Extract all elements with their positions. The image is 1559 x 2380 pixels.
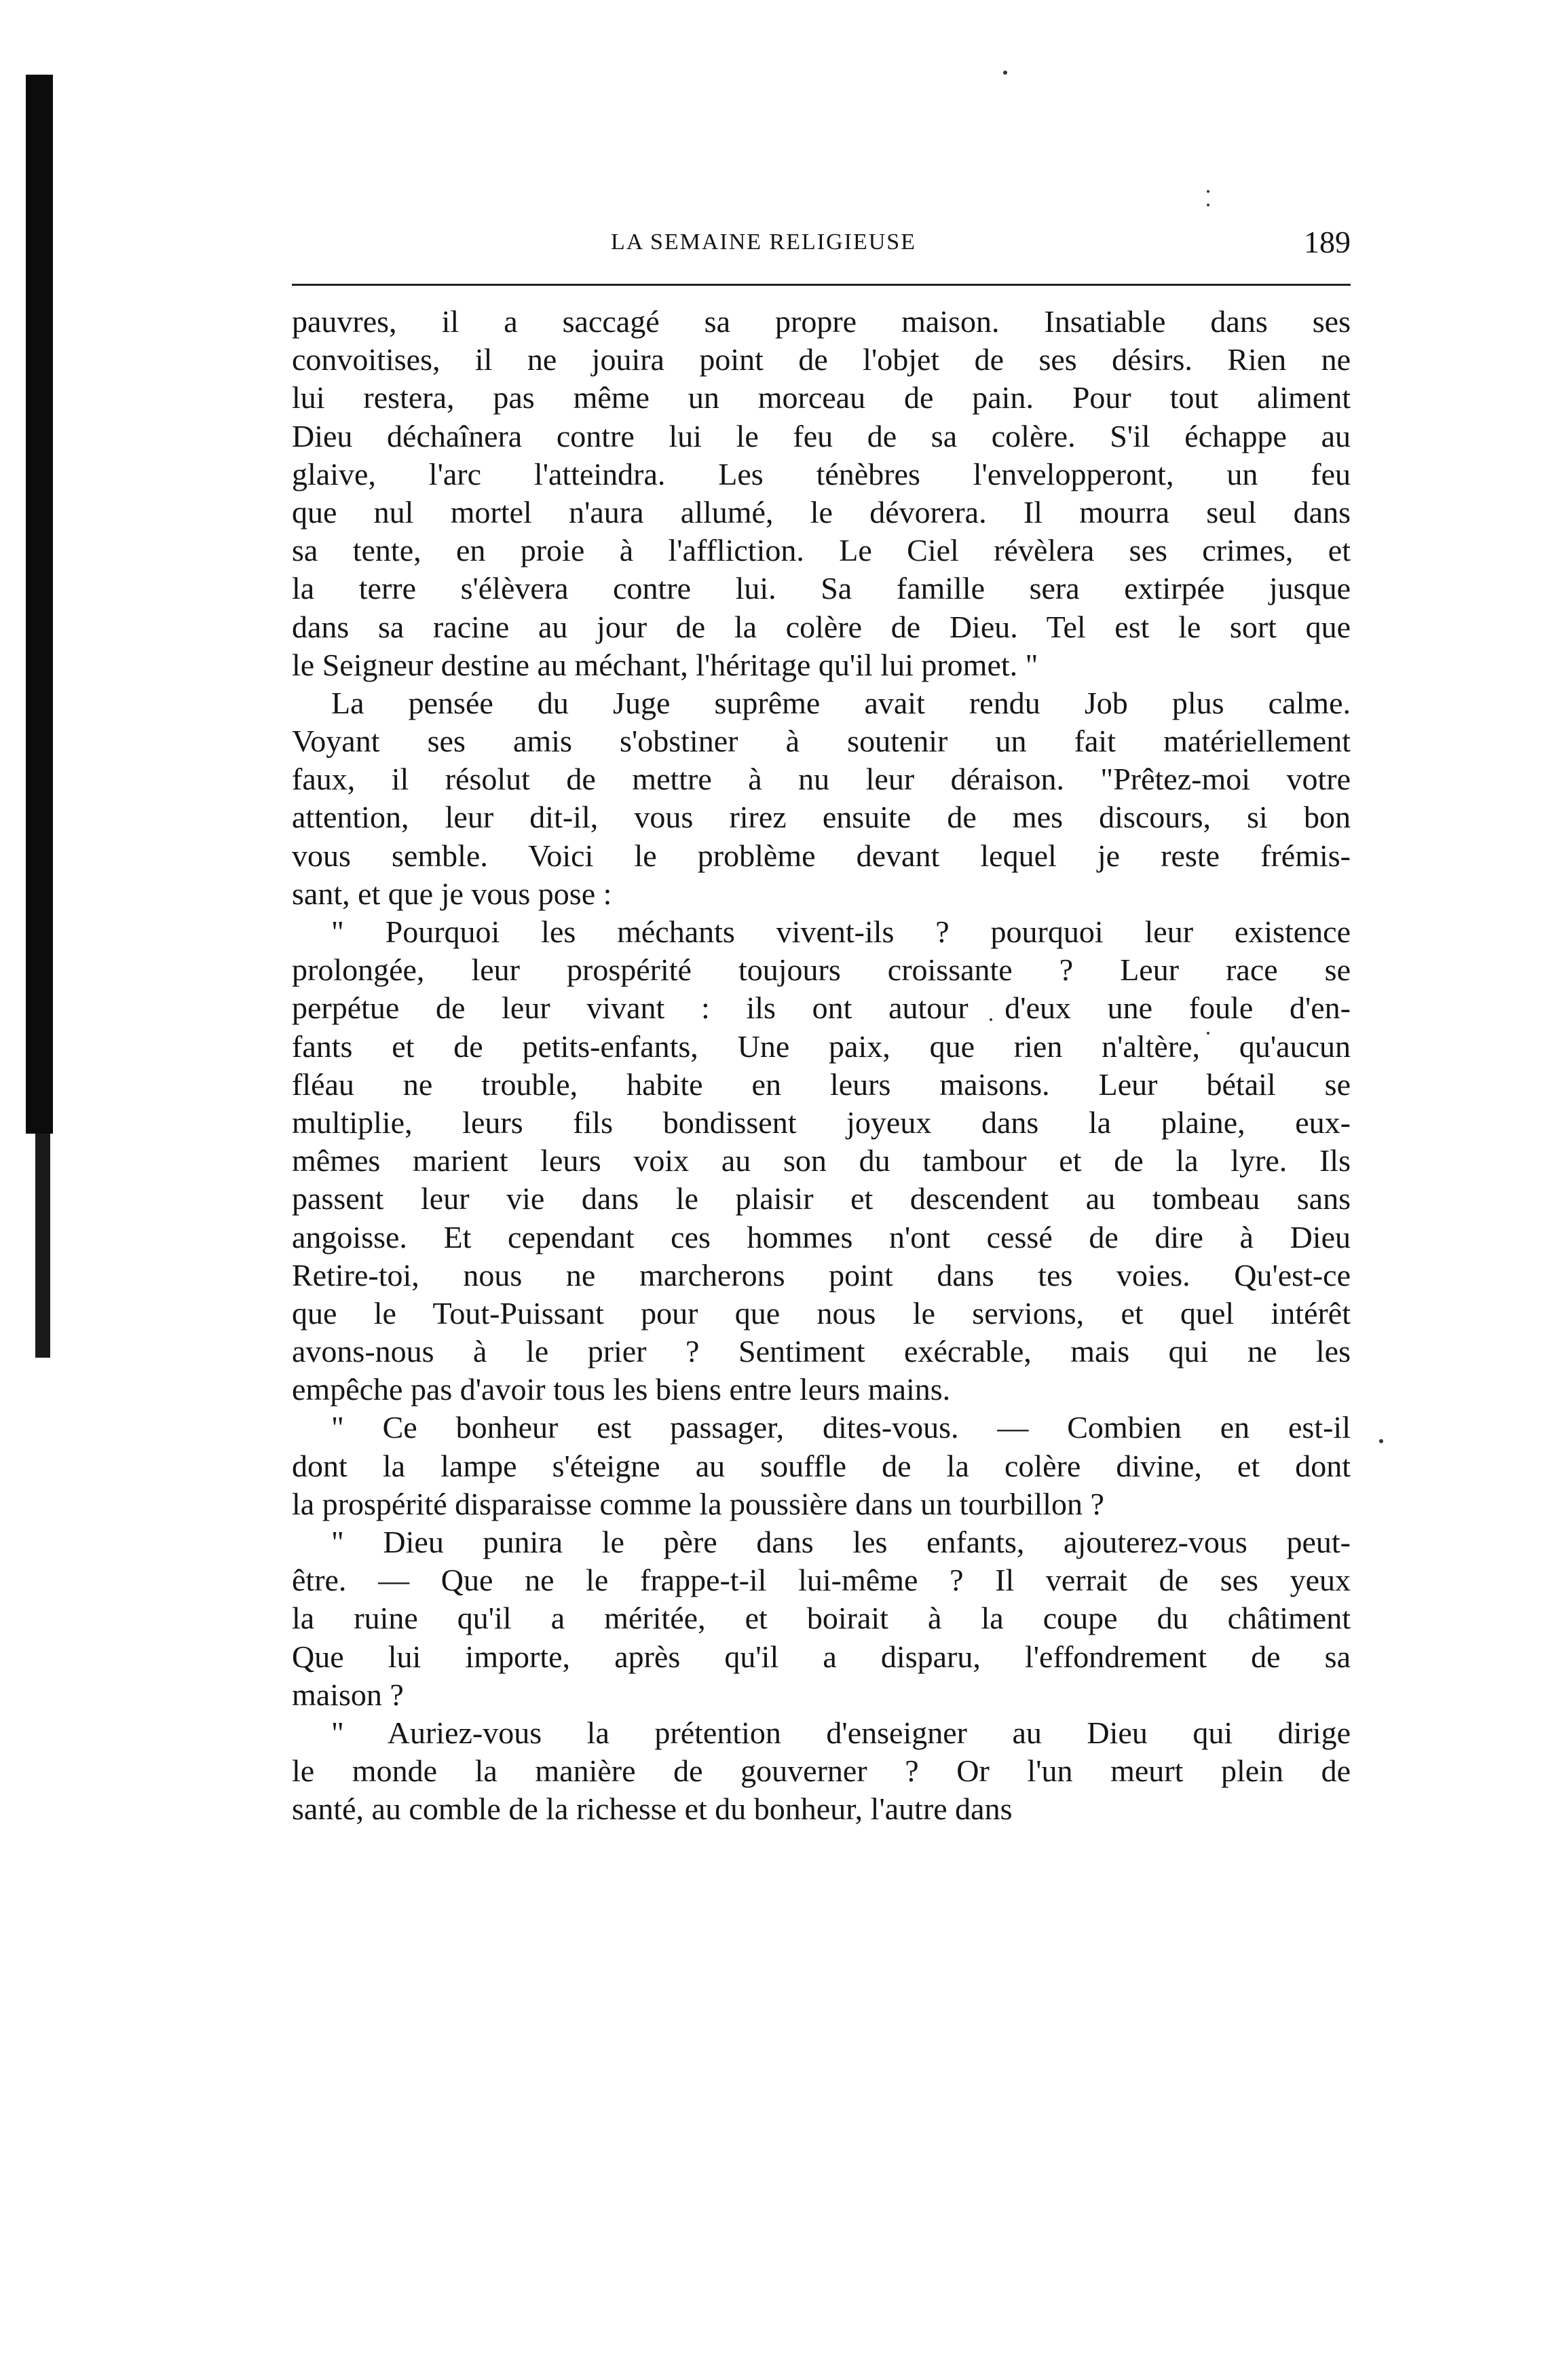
text-line: maison ?	[292, 1677, 404, 1712]
body-text	[292, 303, 1351, 1829]
text-line: la ruine qu'il a méritée, et boirait à la coupe du châtiment	[292, 1601, 1351, 1636]
running-title: LA SEMAINE RELIGIEUSE	[611, 229, 916, 255]
text-line: angoisse. Et cependant ces hommes n'ont cessé de dire à Dieu	[292, 1219, 1351, 1254]
text-line: que nul mortel n'aura allumé, le dévorera. Il mourra seul dans	[292, 494, 1351, 529]
text-line: empêche pas d'avoir tous les biens entre leurs mains.	[292, 1372, 951, 1407]
paragraph	[292, 684, 1351, 913]
paragraph	[292, 1523, 1351, 1714]
text-line: " Ce bonheur est passager, dites-vous. — Combien en est-il	[331, 1410, 1351, 1445]
text-line: attention, leur dit-il, vous rirez ensuite de mes discours, si bon	[292, 800, 1351, 835]
text-line: le Seigneur destine au méchant, l'héritage qu'il lui promet. "	[292, 647, 1038, 682]
text-line: Voyant ses amis s'obstiner à soutenir un fait matériellement	[292, 724, 1351, 759]
paragraph	[292, 303, 1351, 684]
running-head	[292, 224, 1351, 265]
text-line: Que lui importe, après qu'il a disparu, l'effondrement de sa	[292, 1639, 1351, 1674]
scan-binding-shadow-lower	[35, 1134, 50, 1358]
text-line: dans sa racine au jour de la colère de Dieu. Tel est le sort que	[292, 609, 1351, 644]
text-line: le monde la manière de gouverner ? Or l'un meurt plein de	[292, 1753, 1351, 1789]
paragraph	[292, 1714, 1351, 1829]
header-rule	[292, 284, 1351, 286]
paragraph	[292, 913, 1351, 1409]
text-line: lui restera, pas même un morceau de pain. Pour tout aliment	[292, 380, 1351, 415]
scan-speck	[1003, 71, 1007, 75]
scan-speck	[1207, 204, 1209, 206]
text-line: faux, il résolut de mettre à nu leur déraison. "Prêtez-moi votre	[292, 762, 1351, 797]
text-line: perpétue de leur vivant : ils ont autour d'eux une foule d'en-	[292, 990, 1351, 1026]
text-line: " Auriez-vous la prétention d'enseigner au Dieu qui dirige	[331, 1715, 1351, 1750]
text-line: La pensée du Juge suprême avait rendu Job plus calme.	[331, 685, 1351, 720]
page-number: 189	[1304, 225, 1351, 259]
text-line: multiplie, leurs fils bondissent joyeux dans la plaine, eux-	[292, 1104, 1351, 1140]
text-line: être. — Que ne le frappe-t-il lui-même ? Il verrait de ses yeux	[292, 1563, 1351, 1598]
text-line: la prospérité disparaisse comme la poussière dans un tourbillon ?	[292, 1486, 1104, 1521]
text-line: Retire-toi, nous ne marcherons point dans tes voies. Qu'est-ce	[292, 1257, 1351, 1293]
text-line: mêmes marient leurs voix au son du tambour et de la lyre. Ils	[292, 1143, 1351, 1178]
text-line: fants et de petits-enfants, Une paix, que rien n'altère, qu'aucun	[292, 1028, 1351, 1064]
text-line: fléau ne trouble, habite en leurs maisons. Leur bétail se	[292, 1066, 1351, 1102]
text-line: " Dieu punira le père dans les enfants, ajouterez-vous peut-	[331, 1525, 1351, 1559]
text-line: la terre s'élèvera contre lui. Sa famille sera extirpée jusque	[292, 571, 1351, 606]
text-line: dont la lampe s'éteigne au souffle de la colère divine, et dont	[292, 1448, 1351, 1483]
scan-speck	[1207, 190, 1209, 193]
text-line: pauvres, il a saccagé sa propre maison. Insatiable dans ses	[292, 304, 1351, 339]
text-line: sa tente, en proie à l'affliction. Le Ciel révèlera ses crimes, et	[292, 533, 1351, 568]
text-line: prolongée, leur prospérité toujours croissante ? Leur race se	[292, 952, 1351, 988]
scan-speck	[1379, 1439, 1383, 1443]
text-line: glaive, l'arc l'atteindra. Les ténèbres l'envelopperont, un feu	[292, 456, 1351, 491]
text-line: vous semble. Voici le problème devant lequel je reste frémis-	[292, 838, 1351, 873]
text-line: convoitises, il ne jouira point de l'objet de ses désirs. Rien ne	[292, 342, 1351, 377]
text-line: santé, au comble de la richesse et du bonheur, l'autre dans	[292, 1791, 1013, 1827]
scan-binding-shadow	[26, 75, 53, 1134]
text-line: avons-nous à le prier ? Sentiment exécrable, mais qui ne les	[292, 1334, 1351, 1369]
text-line: sant, et que je vous pose :	[292, 876, 612, 911]
paragraph	[292, 1409, 1351, 1523]
text-line: " Pourquoi les méchants vivent-ils ? pourquoi leur existence	[331, 914, 1351, 949]
text-line: Dieu déchaînera contre lui le feu de sa colère. S'il échappe au	[292, 418, 1351, 453]
text-line: que le Tout-Puissant pour que nous le servions, et quel intérêt	[292, 1295, 1351, 1331]
text-line: passent leur vie dans le plaisir et descendent au tombeau sans	[292, 1181, 1351, 1216]
